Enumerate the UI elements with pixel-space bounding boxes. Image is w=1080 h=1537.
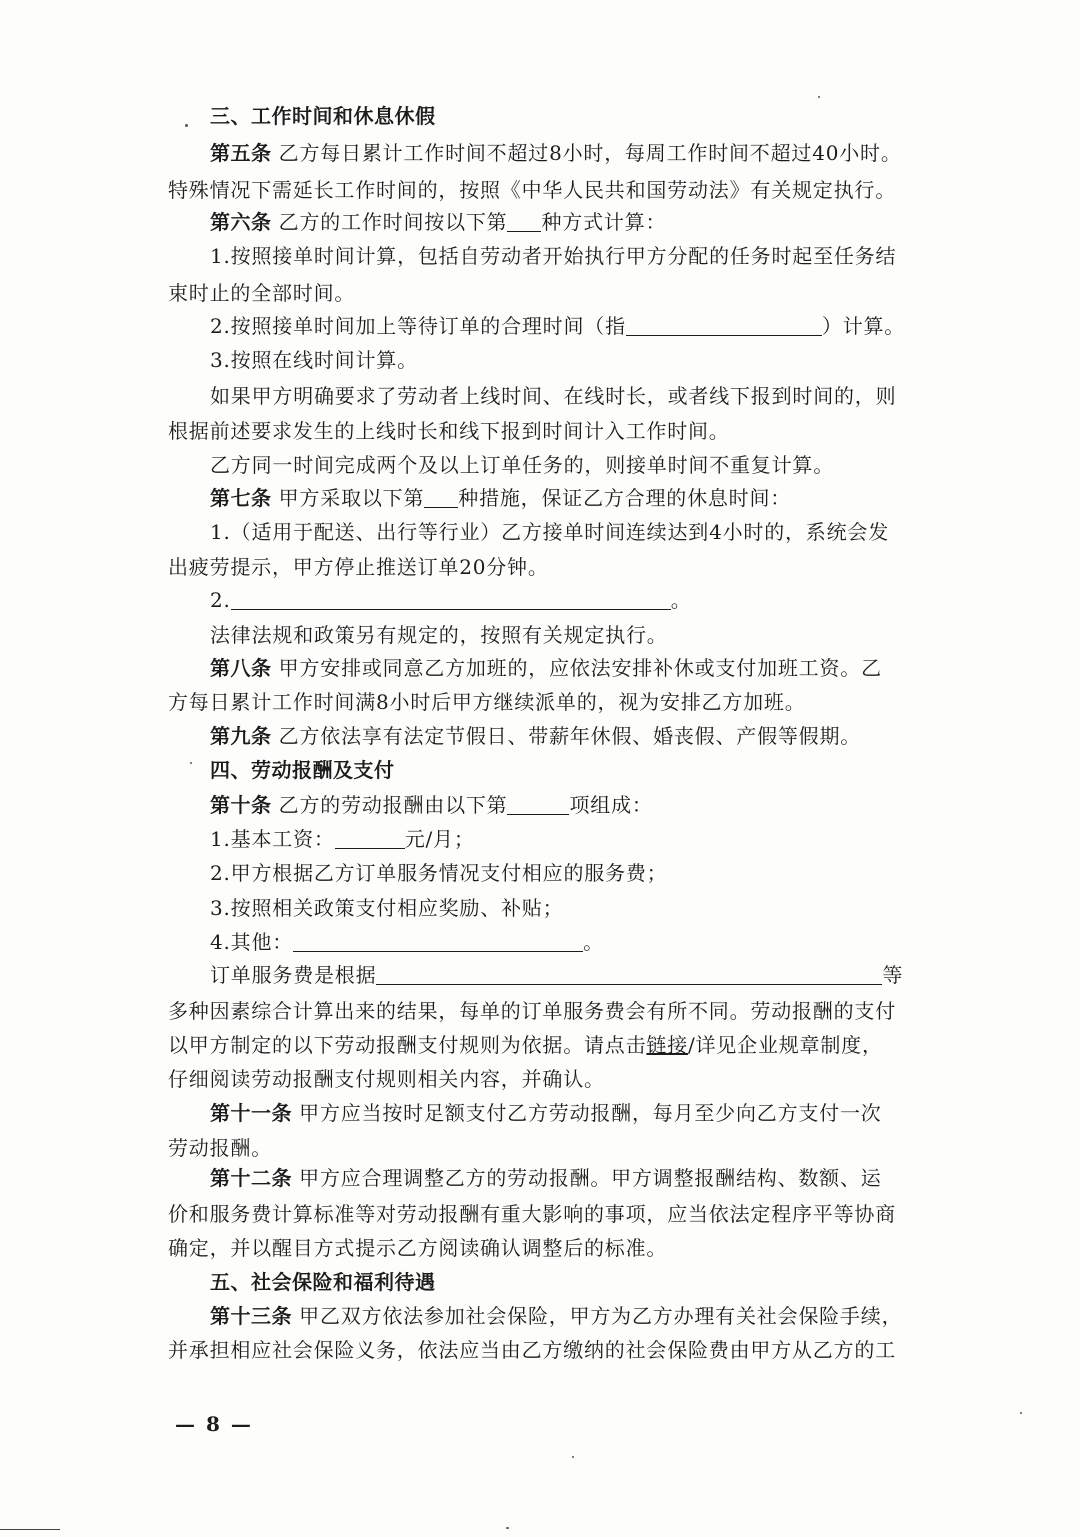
article-7-label: 第七条 xyxy=(210,486,272,510)
scan-speck xyxy=(1020,1412,1022,1414)
article-10-text-a: 乙方的劳动报酬由以下第 xyxy=(278,793,508,817)
article-7-line-1 xyxy=(210,488,970,508)
article-7-para: 法律法规和政策另有规定的，按照有关规定执行。 xyxy=(210,623,668,647)
article-6-text-b: 种方式计算： xyxy=(541,210,667,234)
article-7-text-a: 甲方采取以下第 xyxy=(278,486,425,510)
article-12-line-3: 确定，并以醒目方式提示乙方阅读确认调整后的标准。 xyxy=(168,1236,668,1260)
article-6-text-a: 乙方的工作时间按以下第 xyxy=(278,210,508,234)
article-9 xyxy=(210,726,970,746)
article-6-item-2-text-b: ）计算。 xyxy=(821,314,906,338)
article-10-item-4-text-b: 。 xyxy=(583,930,604,954)
article-5-line-1 xyxy=(210,143,970,163)
article-7-item-2-text-a: 2. xyxy=(210,588,231,612)
article-10-item-4-text-a: 4.其他： xyxy=(210,930,294,954)
article-7-item-2 xyxy=(210,590,970,610)
article-11-text: 甲方应当按时足额支付乙方劳动报酬，每月至少向乙方支付一次 xyxy=(299,1101,882,1125)
article-9-text: 乙方依法享有法定节假日、带薪年休假、婚丧假、产假等假期。 xyxy=(278,724,862,748)
article-7-item-2-text-b: 。 xyxy=(670,588,692,612)
article-8-line-2: 方每日累计工作时间满8小时后甲方继续派单的，视为安排乙方加班。 xyxy=(168,690,806,714)
blank-field[interactable] xyxy=(507,213,541,232)
blank-field[interactable] xyxy=(376,966,882,985)
article-6-para-1-line-2: 根据前述要求发生的上线时长和线下报到时间计入工作时间。 xyxy=(168,419,730,443)
article-6-item-3: 3.按照在线时间计算。 xyxy=(210,348,418,372)
scan-edge-line xyxy=(0,1529,60,1530)
article-12-label: 第十二条 xyxy=(210,1166,292,1190)
article-10-fee-line-3-text-b: /详见企业规章制度， xyxy=(688,1033,883,1057)
article-6-item-1-line-2: 束时止的全部时间。 xyxy=(168,281,356,305)
section-heading-4: 四、劳动报酬及支付 xyxy=(210,758,395,782)
scan-speck xyxy=(818,96,820,98)
section-heading-5: 五、社会保险和福利待遇 xyxy=(210,1270,436,1294)
article-10-item-3: 3.按照相关政策支付相应奖励、补贴； xyxy=(210,896,564,920)
blank-field[interactable] xyxy=(231,591,671,610)
article-10-fee-line-2: 多种因素综合计算出来的结果，每单的订单服务费会有所不同。劳动报酬的支付 xyxy=(168,999,896,1023)
article-7-item-1-line-1: 1.（适用于配送、出行等行业）乙方接单时间连续达到4小时的，系统会发 xyxy=(210,520,890,544)
article-10-item-2: 2.甲方根据乙方订单服务情况支付相应的服务费； xyxy=(210,861,668,885)
article-10-fee-text-b: 等 xyxy=(882,963,904,987)
article-6-label: 第六条 xyxy=(210,210,272,234)
article-8-label: 第八条 xyxy=(210,656,272,680)
article-6-item-2 xyxy=(210,316,970,336)
article-10-fee-text-a: 订单服务费是根据 xyxy=(210,963,377,987)
article-10-item-4 xyxy=(210,932,970,952)
article-12-text: 甲方应合理调整乙方的劳动报酬。甲方调整报酬结构、数额、运 xyxy=(299,1166,882,1190)
page-number: — 8 — xyxy=(175,1412,253,1436)
article-11-line-2: 劳动报酬。 xyxy=(168,1136,272,1160)
article-6-item-2-text-a: 2.按照接单时间加上等待订单的合理时间（指 xyxy=(210,314,626,338)
blank-field[interactable] xyxy=(626,317,822,336)
article-7-text-b: 种措施，保证乙方合理的休息时间： xyxy=(458,486,792,510)
article-13-line-1 xyxy=(210,1306,970,1326)
article-12-line-1 xyxy=(210,1168,970,1188)
article-5-label: 第五条 xyxy=(210,141,272,165)
article-10-item-1-text-a: 1.基本工资： xyxy=(210,827,335,851)
blank-field[interactable] xyxy=(424,489,458,508)
scan-speck xyxy=(572,1456,574,1458)
article-6-item-1-line-1: 1.按照接单时间计算，包括自劳动者开始执行甲方分配的任务时起至任务结 xyxy=(210,244,897,268)
section-heading-3: 三、工作时间和休息休假 xyxy=(210,104,436,128)
article-8-text: 甲方安排或同意乙方加班的，应依法安排补休或支付加班工资。乙 xyxy=(278,656,882,680)
article-9-label: 第九条 xyxy=(210,724,272,748)
scan-speck xyxy=(506,1527,509,1529)
article-11-label: 第十一条 xyxy=(210,1101,292,1125)
article-5-text: 乙方每日累计工作时间不超过8小时，每周工作时间不超过40小时。 xyxy=(278,141,902,165)
scan-speck xyxy=(185,124,188,127)
article-13-label: 第十三条 xyxy=(210,1304,292,1328)
article-6-line-1 xyxy=(210,212,970,232)
article-10-fee-line-3 xyxy=(168,1035,928,1055)
article-10-label: 第十条 xyxy=(210,793,272,817)
article-13-text: 甲乙双方依法参加社会保险，甲方为乙方办理有关社会保险手续， xyxy=(299,1304,903,1328)
article-11-line-1 xyxy=(210,1103,970,1123)
blank-field[interactable] xyxy=(335,830,405,849)
rules-link[interactable]: 链接 xyxy=(646,1033,689,1057)
article-13-line-2: 并承担相应社会保险义务，依法应当由乙方缴纳的社会保险费由甲方从乙方的工 xyxy=(168,1338,896,1362)
blank-field[interactable] xyxy=(293,933,583,952)
article-10-line-1 xyxy=(210,795,970,815)
article-10-item-1 xyxy=(210,829,970,849)
article-12-line-2: 价和服务费计算标准等对劳动报酬有重大影响的事项，应当依法定程序平等协商 xyxy=(168,1202,896,1226)
article-10-fee-line-3-text-a: 以甲方制定的以下劳动报酬支付规则为依据。请点击 xyxy=(168,1033,647,1057)
article-6-para-2: 乙方同一时间完成两个及以上订单任务的，则接单时间不重复计算。 xyxy=(210,453,834,477)
article-10-fee-line-4: 仔细阅读劳动报酬支付规则相关内容，并确认。 xyxy=(168,1067,605,1091)
article-8-line-1 xyxy=(210,658,970,678)
article-10-fee-line-1 xyxy=(210,965,970,985)
scan-speck xyxy=(190,762,192,764)
article-10-item-1-text-b: 元/月； xyxy=(404,827,475,851)
article-6-para-1-line-1: 如果甲方明确要求了劳动者上线时间、在线时长，或者线下报到时间的，则 xyxy=(210,384,897,408)
blank-field[interactable] xyxy=(507,796,569,815)
article-7-item-1-line-2: 出疲劳提示，甲方停止推送订单20分钟。 xyxy=(168,555,549,579)
article-10-text-b: 项组成： xyxy=(569,793,653,817)
article-5-line-2: 特殊情况下需延长工作时间的，按照《中华人民共和国劳动法》有关规定执行。 xyxy=(168,178,896,202)
